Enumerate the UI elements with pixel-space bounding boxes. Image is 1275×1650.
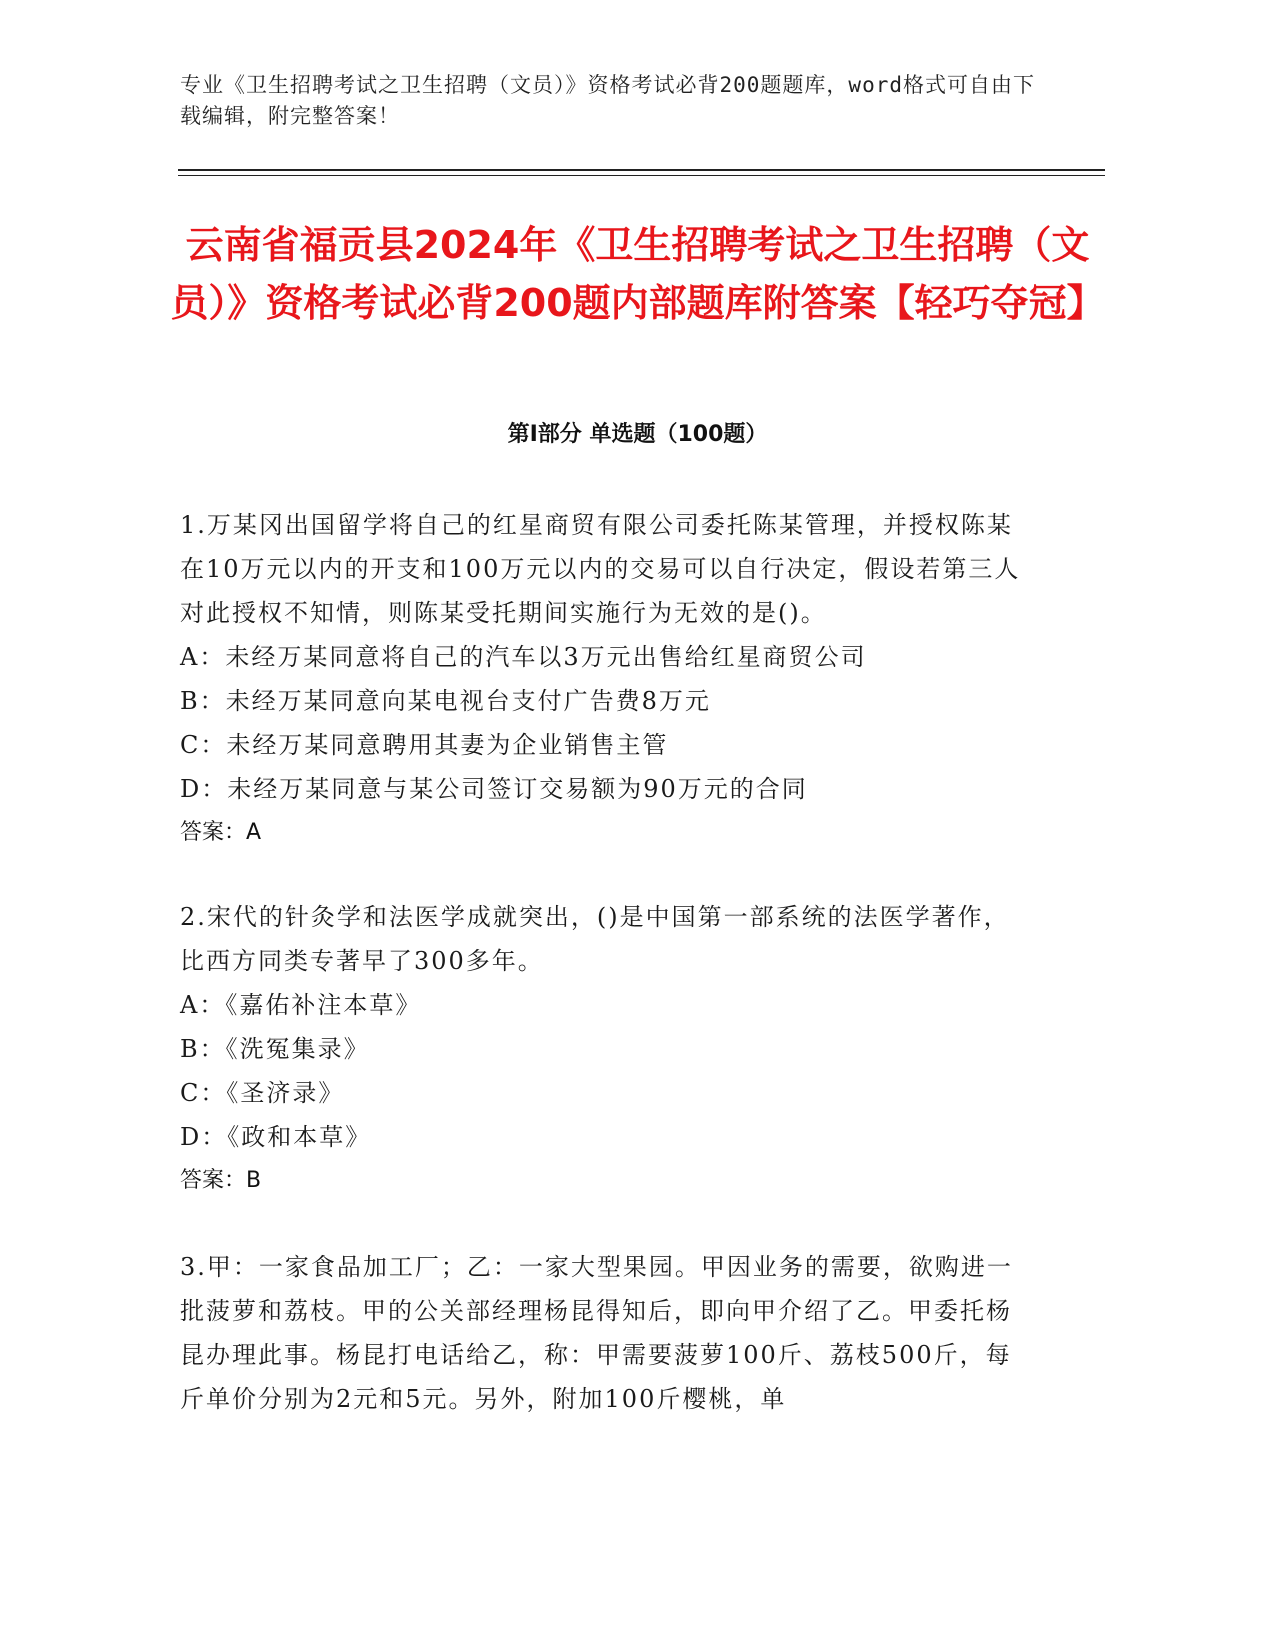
option-a: A：未经万某同意将自己的汽车以3万元出售给红星商贸公司 [180,643,867,671]
option-c: C：《圣济录》 [180,1079,345,1107]
question-3 [180,1245,1030,1421]
question-2 [180,895,1030,1203]
option-b: B：未经万某同意向某电视台支付广告费8万元 [180,687,711,715]
header-rule-thin [178,175,1105,176]
question-1 [180,503,1030,855]
option-a: A：《嘉佑补注本草》 [180,991,422,1019]
document-title: 云南省福贡县2024年《卫生招聘考试之卫生招聘（文员）》资格考试必背200题内部题库附答案【轻巧夺冠】 [170,223,1105,325]
option-c: C：未经万某同意聘用其妻为企业销售主管 [180,731,669,759]
answer: 答案：A [180,820,262,845]
section-title: 第Ⅰ部分 单选题（100题） [507,422,768,447]
option-b: B：《洗冤集录》 [180,1035,370,1063]
header-note: 专业《卫生招聘考试之卫生招聘（文员）》资格考试必背200题题库，word格式可自由下载编辑，附完整答案！ [180,73,1035,128]
option-d: D：未经万某同意与某公司签订交易额为90万元的合同 [180,775,808,803]
question-stem: 3.甲：一家食品加工厂；乙：一家大型果园。甲因业务的需要，欲购进一批菠萝和荔枝。甲的公关部经理杨昆得知后，即向甲介绍了乙。甲委托杨昆办理此事。杨昆打电话给乙，称：甲需要菠萝100斤、荔枝500斤，每斤单价分别为2元和5元。另外，附加100斤樱桃，单 [180,1253,1013,1413]
option-d: D：《政和本草》 [180,1123,372,1151]
question-stem: 2.宋代的针灸学和法医学成就突出，()是中国第一部系统的法医学著作，比西方同类专著早了300多年。 [180,903,1010,975]
header-rule-thick [178,169,1105,171]
question-stem: 1.万某冈出国留学将自己的红星商贸有限公司委托陈某管理，并授权陈某在10万元以内的开支和100万元以内的交易可以自行决定，假设若第三人对此授权不知情，则陈某受托期间实施行为无效的是()。 [180,511,1021,627]
answer: 答案：B [180,1168,262,1193]
